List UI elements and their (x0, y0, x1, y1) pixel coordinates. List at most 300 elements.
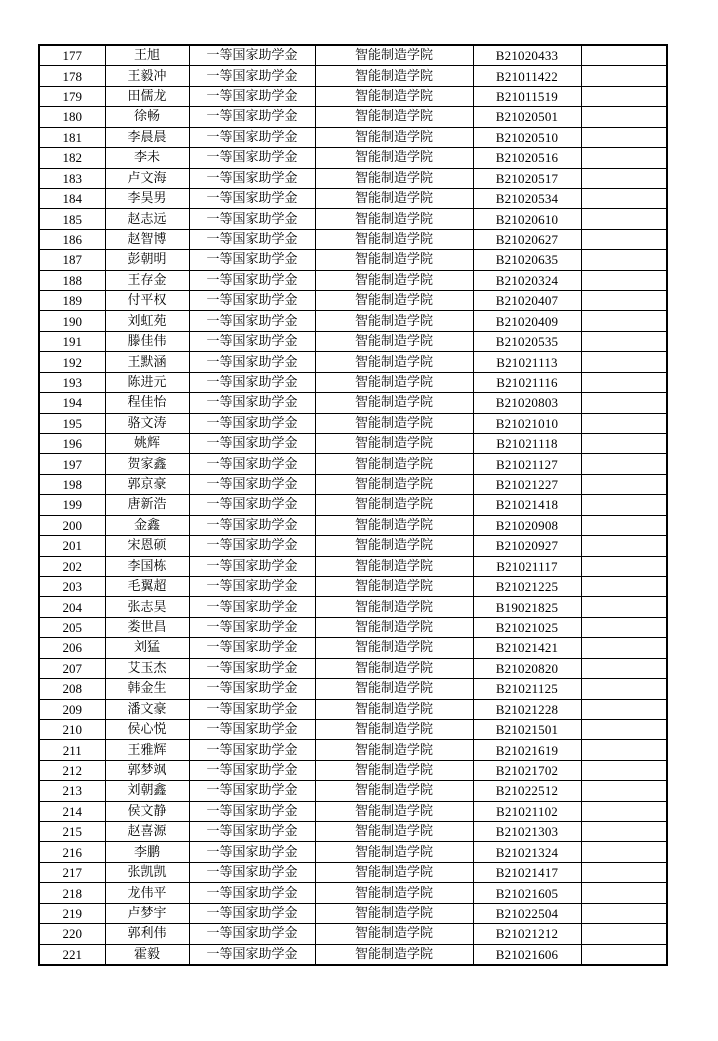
table-row (39, 862, 667, 882)
table-row (39, 719, 667, 739)
student-id-cell: B21021501 (473, 719, 581, 739)
college-cell: 智能制造学院 (315, 638, 473, 658)
table-row (39, 107, 667, 127)
student-name-cell: 李昊男 (105, 188, 189, 208)
student-name-cell: 卢梦宇 (105, 903, 189, 923)
student-name-cell: 郭梦飒 (105, 760, 189, 780)
roster-table-body (39, 45, 667, 965)
table-row (39, 781, 667, 801)
note-cell (581, 250, 667, 270)
note-cell (581, 209, 667, 229)
row-number-cell: 219 (39, 903, 105, 923)
college-cell: 智能制造学院 (315, 454, 473, 474)
award-type-cell: 一等国家助学金 (189, 576, 315, 596)
student-name-cell: 宋恩硕 (105, 536, 189, 556)
college-cell: 智能制造学院 (315, 311, 473, 331)
award-type-cell: 一等国家助学金 (189, 842, 315, 862)
row-number-cell: 200 (39, 515, 105, 535)
note-cell (581, 638, 667, 658)
college-cell: 智能制造学院 (315, 291, 473, 311)
student-name-cell: 韩金生 (105, 679, 189, 699)
award-type-cell: 一等国家助学金 (189, 250, 315, 270)
student-id-cell: B21022504 (473, 903, 581, 923)
table-row (39, 270, 667, 290)
table-row (39, 168, 667, 188)
student-name-cell: 姚辉 (105, 434, 189, 454)
table-row (39, 822, 667, 842)
student-name-cell: 郭京豪 (105, 474, 189, 494)
table-row (39, 576, 667, 596)
row-number-cell: 201 (39, 536, 105, 556)
row-number-cell: 213 (39, 781, 105, 801)
note-cell (581, 944, 667, 965)
row-number-cell: 216 (39, 842, 105, 862)
table-row (39, 148, 667, 168)
table-row (39, 454, 667, 474)
note-cell (581, 148, 667, 168)
student-name-cell: 赵喜源 (105, 822, 189, 842)
row-number-cell: 220 (39, 924, 105, 944)
note-cell (581, 413, 667, 433)
row-number-cell: 178 (39, 66, 105, 86)
student-name-cell: 付平权 (105, 291, 189, 311)
note-cell (581, 617, 667, 637)
student-id-cell: B21020908 (473, 515, 581, 535)
college-cell: 智能制造学院 (315, 576, 473, 596)
note-cell (581, 311, 667, 331)
student-name-cell: 唐新浩 (105, 495, 189, 515)
student-name-cell: 李国栋 (105, 556, 189, 576)
college-cell: 智能制造学院 (315, 862, 473, 882)
student-id-cell: B21021606 (473, 944, 581, 965)
student-id-cell: B21021113 (473, 352, 581, 372)
college-cell: 智能制造学院 (315, 944, 473, 965)
student-name-cell: 毛翼超 (105, 576, 189, 596)
student-id-cell: B21021225 (473, 576, 581, 596)
student-name-cell: 滕佳伟 (105, 331, 189, 351)
student-name-cell: 徐畅 (105, 107, 189, 127)
award-type-cell: 一等国家助学金 (189, 311, 315, 331)
award-type-cell: 一等国家助学金 (189, 740, 315, 760)
note-cell (581, 699, 667, 719)
student-name-cell: 李鹏 (105, 842, 189, 862)
note-cell (581, 474, 667, 494)
college-cell: 智能制造学院 (315, 66, 473, 86)
note-cell (581, 883, 667, 903)
college-cell: 智能制造学院 (315, 801, 473, 821)
note-cell (581, 842, 667, 862)
college-cell: 智能制造学院 (315, 536, 473, 556)
award-type-cell: 一等国家助学金 (189, 148, 315, 168)
table-row (39, 536, 667, 556)
college-cell: 智能制造学院 (315, 270, 473, 290)
college-cell: 智能制造学院 (315, 597, 473, 617)
row-number-cell: 206 (39, 638, 105, 658)
college-cell: 智能制造学院 (315, 617, 473, 637)
row-number-cell: 205 (39, 617, 105, 637)
college-cell: 智能制造学院 (315, 903, 473, 923)
college-cell: 智能制造学院 (315, 760, 473, 780)
table-row (39, 740, 667, 760)
row-number-cell: 177 (39, 45, 105, 66)
award-type-cell: 一等国家助学金 (189, 719, 315, 739)
note-cell (581, 188, 667, 208)
note-cell (581, 372, 667, 392)
note-cell (581, 495, 667, 515)
award-type-cell: 一等国家助学金 (189, 372, 315, 392)
table-row (39, 883, 667, 903)
student-id-cell: B21020635 (473, 250, 581, 270)
row-number-cell: 212 (39, 760, 105, 780)
college-cell: 智能制造学院 (315, 924, 473, 944)
row-number-cell: 208 (39, 679, 105, 699)
student-id-cell: B21021619 (473, 740, 581, 760)
student-name-cell: 王存金 (105, 270, 189, 290)
college-cell: 智能制造学院 (315, 556, 473, 576)
college-cell: 智能制造学院 (315, 413, 473, 433)
row-number-cell: 221 (39, 944, 105, 965)
student-id-cell: B21022512 (473, 781, 581, 801)
note-cell (581, 45, 667, 66)
row-number-cell: 186 (39, 229, 105, 249)
college-cell: 智能制造学院 (315, 719, 473, 739)
note-cell (581, 658, 667, 678)
award-type-cell: 一等国家助学金 (189, 86, 315, 106)
award-type-cell: 一等国家助学金 (189, 515, 315, 535)
student-id-cell: B21020927 (473, 536, 581, 556)
note-cell (581, 352, 667, 372)
row-number-cell: 190 (39, 311, 105, 331)
student-name-cell: 李未 (105, 148, 189, 168)
student-id-cell: B21021421 (473, 638, 581, 658)
award-type-cell: 一等国家助学金 (189, 188, 315, 208)
row-number-cell: 194 (39, 393, 105, 413)
student-id-cell: B21021212 (473, 924, 581, 944)
row-number-cell: 180 (39, 107, 105, 127)
award-type-cell: 一等国家助学金 (189, 474, 315, 494)
student-id-cell: B21021010 (473, 413, 581, 433)
award-type-cell: 一等国家助学金 (189, 331, 315, 351)
award-type-cell: 一等国家助学金 (189, 291, 315, 311)
table-row (39, 45, 667, 66)
table-row (39, 679, 667, 699)
student-id-cell: B21011422 (473, 66, 581, 86)
student-id-cell: B21020516 (473, 148, 581, 168)
award-type-cell: 一等国家助学金 (189, 658, 315, 678)
award-type-cell: 一等国家助学金 (189, 924, 315, 944)
award-type-cell: 一等国家助学金 (189, 801, 315, 821)
award-type-cell: 一等国家助学金 (189, 270, 315, 290)
row-number-cell: 197 (39, 454, 105, 474)
student-id-cell: B21021324 (473, 842, 581, 862)
row-number-cell: 179 (39, 86, 105, 106)
college-cell: 智能制造学院 (315, 515, 473, 535)
row-number-cell: 191 (39, 331, 105, 351)
row-number-cell: 215 (39, 822, 105, 842)
award-type-cell: 一等国家助学金 (189, 903, 315, 923)
note-cell (581, 270, 667, 290)
table-row (39, 311, 667, 331)
row-number-cell: 217 (39, 862, 105, 882)
note-cell (581, 107, 667, 127)
college-cell: 智能制造学院 (315, 393, 473, 413)
table-row (39, 617, 667, 637)
table-row (39, 331, 667, 351)
scholarship-roster-table (38, 44, 668, 966)
student-id-cell: B21020534 (473, 188, 581, 208)
award-type-cell: 一等国家助学金 (189, 393, 315, 413)
award-type-cell: 一等国家助学金 (189, 413, 315, 433)
student-name-cell: 侯文静 (105, 801, 189, 821)
student-id-cell: B21021117 (473, 556, 581, 576)
college-cell: 智能制造学院 (315, 188, 473, 208)
note-cell (581, 822, 667, 842)
note-cell (581, 66, 667, 86)
student-name-cell: 彭朝明 (105, 250, 189, 270)
college-cell: 智能制造学院 (315, 822, 473, 842)
row-number-cell: 196 (39, 434, 105, 454)
student-id-cell: B21020510 (473, 127, 581, 147)
college-cell: 智能制造学院 (315, 842, 473, 862)
table-row (39, 699, 667, 719)
award-type-cell: 一等国家助学金 (189, 127, 315, 147)
row-number-cell: 192 (39, 352, 105, 372)
table-row (39, 188, 667, 208)
table-row (39, 291, 667, 311)
college-cell: 智能制造学院 (315, 740, 473, 760)
award-type-cell: 一等国家助学金 (189, 536, 315, 556)
college-cell: 智能制造学院 (315, 45, 473, 66)
college-cell: 智能制造学院 (315, 168, 473, 188)
student-name-cell: 龙伟平 (105, 883, 189, 903)
college-cell: 智能制造学院 (315, 883, 473, 903)
student-id-cell: B21021303 (473, 822, 581, 842)
table-row (39, 66, 667, 86)
college-cell: 智能制造学院 (315, 699, 473, 719)
table-row (39, 86, 667, 106)
student-name-cell: 陈进元 (105, 372, 189, 392)
table-row (39, 903, 667, 923)
college-cell: 智能制造学院 (315, 250, 473, 270)
award-type-cell: 一等国家助学金 (189, 454, 315, 474)
college-cell: 智能制造学院 (315, 679, 473, 699)
award-type-cell: 一等国家助学金 (189, 66, 315, 86)
student-id-cell: B21020820 (473, 658, 581, 678)
row-number-cell: 214 (39, 801, 105, 821)
student-name-cell: 王默涵 (105, 352, 189, 372)
student-id-cell: B21020610 (473, 209, 581, 229)
note-cell (581, 454, 667, 474)
table-row (39, 801, 667, 821)
award-type-cell: 一等国家助学金 (189, 944, 315, 965)
table-row (39, 842, 667, 862)
student-name-cell: 赵志远 (105, 209, 189, 229)
student-id-cell: B21021605 (473, 883, 581, 903)
table-row (39, 495, 667, 515)
row-number-cell: 202 (39, 556, 105, 576)
table-row (39, 229, 667, 249)
table-row (39, 944, 667, 965)
table-row (39, 434, 667, 454)
note-cell (581, 679, 667, 699)
student-name-cell: 侯心悦 (105, 719, 189, 739)
college-cell: 智能制造学院 (315, 781, 473, 801)
note-cell (581, 719, 667, 739)
student-id-cell: B21020501 (473, 107, 581, 127)
student-name-cell: 娄世昌 (105, 617, 189, 637)
award-type-cell: 一等国家助学金 (189, 229, 315, 249)
student-name-cell: 张凯凯 (105, 862, 189, 882)
row-number-cell: 182 (39, 148, 105, 168)
row-number-cell: 209 (39, 699, 105, 719)
student-name-cell: 金鑫 (105, 515, 189, 535)
student-id-cell: B21020517 (473, 168, 581, 188)
note-cell (581, 86, 667, 106)
student-name-cell: 骆文涛 (105, 413, 189, 433)
award-type-cell: 一等国家助学金 (189, 699, 315, 719)
student-name-cell: 郭利伟 (105, 924, 189, 944)
note-cell (581, 331, 667, 351)
student-id-cell: B21020803 (473, 393, 581, 413)
note-cell (581, 291, 667, 311)
row-number-cell: 198 (39, 474, 105, 494)
note-cell (581, 556, 667, 576)
row-number-cell: 188 (39, 270, 105, 290)
student-id-cell: B21021227 (473, 474, 581, 494)
award-type-cell: 一等国家助学金 (189, 352, 315, 372)
row-number-cell: 189 (39, 291, 105, 311)
award-type-cell: 一等国家助学金 (189, 617, 315, 637)
row-number-cell: 183 (39, 168, 105, 188)
student-id-cell: B21021127 (473, 454, 581, 474)
award-type-cell: 一等国家助学金 (189, 168, 315, 188)
award-type-cell: 一等国家助学金 (189, 822, 315, 842)
student-name-cell: 艾玉杰 (105, 658, 189, 678)
student-name-cell: 王雅辉 (105, 740, 189, 760)
award-type-cell: 一等国家助学金 (189, 107, 315, 127)
row-number-cell: 193 (39, 372, 105, 392)
student-name-cell: 霍毅 (105, 944, 189, 965)
row-number-cell: 184 (39, 188, 105, 208)
award-type-cell: 一等国家助学金 (189, 862, 315, 882)
note-cell (581, 576, 667, 596)
note-cell (581, 515, 667, 535)
row-number-cell: 204 (39, 597, 105, 617)
student-id-cell: B21021118 (473, 434, 581, 454)
student-id-cell: B21020433 (473, 45, 581, 66)
table-row (39, 638, 667, 658)
table-row (39, 924, 667, 944)
row-number-cell: 218 (39, 883, 105, 903)
note-cell (581, 740, 667, 760)
student-id-cell: B21020324 (473, 270, 581, 290)
note-cell (581, 781, 667, 801)
student-id-cell: B21021102 (473, 801, 581, 821)
college-cell: 智能制造学院 (315, 86, 473, 106)
note-cell (581, 862, 667, 882)
student-name-cell: 刘猛 (105, 638, 189, 658)
row-number-cell: 203 (39, 576, 105, 596)
note-cell (581, 903, 667, 923)
college-cell: 智能制造学院 (315, 658, 473, 678)
row-number-cell: 187 (39, 250, 105, 270)
student-name-cell: 贺家鑫 (105, 454, 189, 474)
row-number-cell: 211 (39, 740, 105, 760)
student-name-cell: 刘朝鑫 (105, 781, 189, 801)
student-id-cell: B21021417 (473, 862, 581, 882)
row-number-cell: 195 (39, 413, 105, 433)
note-cell (581, 229, 667, 249)
award-type-cell: 一等国家助学金 (189, 597, 315, 617)
award-type-cell: 一等国家助学金 (189, 638, 315, 658)
row-number-cell: 185 (39, 209, 105, 229)
college-cell: 智能制造学院 (315, 107, 473, 127)
award-type-cell: 一等国家助学金 (189, 209, 315, 229)
table-row (39, 597, 667, 617)
student-name-cell: 程佳怡 (105, 393, 189, 413)
student-id-cell: B21021702 (473, 760, 581, 780)
student-id-cell: B21020407 (473, 291, 581, 311)
student-name-cell: 潘文豪 (105, 699, 189, 719)
note-cell (581, 434, 667, 454)
row-number-cell: 181 (39, 127, 105, 147)
award-type-cell: 一等国家助学金 (189, 679, 315, 699)
row-number-cell: 207 (39, 658, 105, 678)
college-cell: 智能制造学院 (315, 229, 473, 249)
student-name-cell: 刘虹苑 (105, 311, 189, 331)
table-row (39, 250, 667, 270)
note-cell (581, 801, 667, 821)
college-cell: 智能制造学院 (315, 474, 473, 494)
note-cell (581, 127, 667, 147)
note-cell (581, 924, 667, 944)
student-id-cell: B21011519 (473, 86, 581, 106)
table-row (39, 658, 667, 678)
award-type-cell: 一等国家助学金 (189, 45, 315, 66)
award-type-cell: 一等国家助学金 (189, 495, 315, 515)
row-number-cell: 210 (39, 719, 105, 739)
student-id-cell: B21021418 (473, 495, 581, 515)
college-cell: 智能制造学院 (315, 352, 473, 372)
college-cell: 智能制造学院 (315, 331, 473, 351)
student-name-cell: 张志昊 (105, 597, 189, 617)
college-cell: 智能制造学院 (315, 209, 473, 229)
college-cell: 智能制造学院 (315, 148, 473, 168)
table-row (39, 209, 667, 229)
student-name-cell: 李晨晨 (105, 127, 189, 147)
student-name-cell: 田儒龙 (105, 86, 189, 106)
note-cell (581, 536, 667, 556)
student-name-cell: 卢文海 (105, 168, 189, 188)
table-row (39, 393, 667, 413)
student-id-cell: B21020627 (473, 229, 581, 249)
row-number-cell: 199 (39, 495, 105, 515)
award-type-cell: 一等国家助学金 (189, 760, 315, 780)
note-cell (581, 393, 667, 413)
table-row (39, 413, 667, 433)
student-id-cell: B21021125 (473, 679, 581, 699)
college-cell: 智能制造学院 (315, 495, 473, 515)
student-id-cell: B21020409 (473, 311, 581, 331)
college-cell: 智能制造学院 (315, 434, 473, 454)
table-row (39, 352, 667, 372)
note-cell (581, 597, 667, 617)
table-row (39, 515, 667, 535)
student-id-cell: B21020535 (473, 331, 581, 351)
student-name-cell: 王毅冲 (105, 66, 189, 86)
award-type-cell: 一等国家助学金 (189, 781, 315, 801)
college-cell: 智能制造学院 (315, 127, 473, 147)
